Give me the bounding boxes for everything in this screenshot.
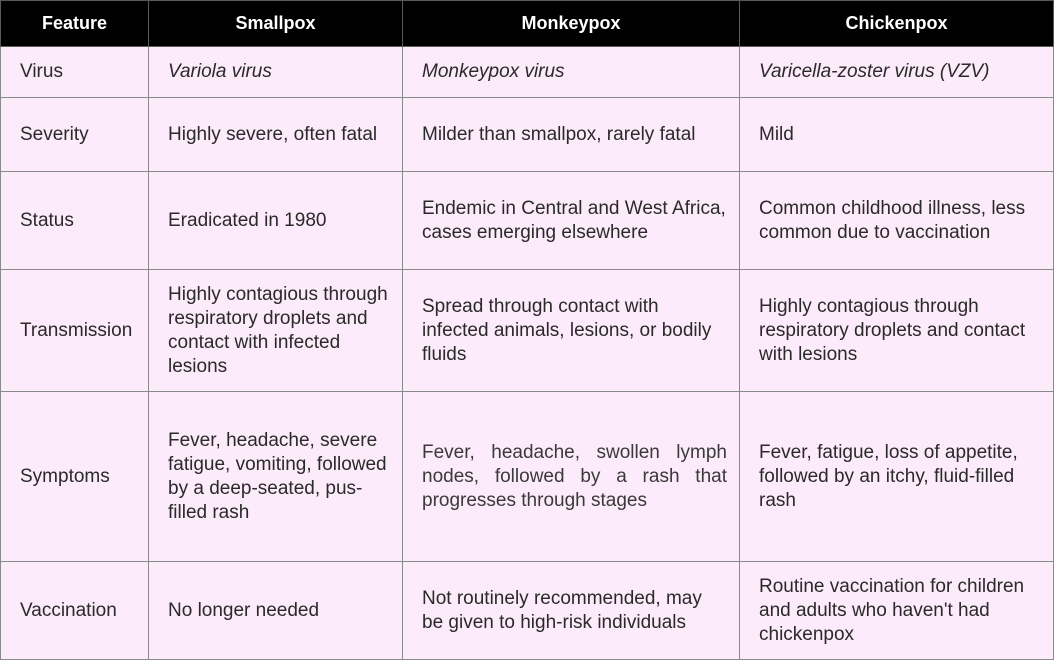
table-row-severity <box>1 98 1054 172</box>
header-row <box>1 1 1054 47</box>
smallpox-cell: Fever, headache, severe fatigue, vomiting, followed by a deep-seated, pus-filled rash <box>149 392 403 562</box>
monkeypox-cell: Endemic in Central and West Africa, cases emerging elsewhere <box>403 172 740 270</box>
header-feature: Feature <box>1 1 149 47</box>
table-header <box>1 1 1054 47</box>
feature-cell: Virus <box>1 47 149 98</box>
smallpox-cell: Eradicated in 1980 <box>149 172 403 270</box>
monkeypox-cell: Milder than smallpox, rarely fatal <box>403 98 740 172</box>
feature-cell: Symptoms <box>1 392 149 562</box>
header-chickenpox: Chickenpox <box>740 1 1054 47</box>
monkeypox-cell: Not routinely recommended, may be given to high-risk individuals <box>403 562 740 660</box>
table-body <box>1 47 1054 660</box>
table-row-virus <box>1 47 1054 98</box>
table-row-status <box>1 172 1054 270</box>
feature-cell: Transmission <box>1 270 149 392</box>
smallpox-cell: Highly contagious through respiratory droplets and contact with infected lesions <box>149 270 403 392</box>
smallpox-cell: No longer needed <box>149 562 403 660</box>
table-row-transmission <box>1 270 1054 392</box>
monkeypox-cell: Spread through contact with infected animals, lesions, or bodily fluids <box>403 270 740 392</box>
table-row-symptoms <box>1 392 1054 562</box>
feature-cell: Severity <box>1 98 149 172</box>
feature-cell: Status <box>1 172 149 270</box>
chickenpox-cell: Fever, fatigue, loss of appetite, followed by an itchy, fluid-filled rash <box>740 392 1054 562</box>
smallpox-cell: Variola virus <box>149 47 403 98</box>
chickenpox-cell: Varicella-zoster virus (VZV) <box>740 47 1054 98</box>
monkeypox-cell: Monkeypox virus <box>403 47 740 98</box>
chickenpox-cell: Mild <box>740 98 1054 172</box>
chickenpox-cell: Highly contagious through respiratory droplets and contact with lesions <box>740 270 1054 392</box>
chickenpox-cell: Common childhood illness, less common due to vaccination <box>740 172 1054 270</box>
table-row-vaccination <box>1 562 1054 660</box>
monkeypox-cell: Fever, headache, swollen lymph nodes, followed by a rash that progresses through stages <box>403 392 740 562</box>
chickenpox-cell: Routine vaccination for children and adults who haven't had chickenpox <box>740 562 1054 660</box>
feature-cell: Vaccination <box>1 562 149 660</box>
header-monkeypox: Monkeypox <box>403 1 740 47</box>
header-smallpox: Smallpox <box>149 1 403 47</box>
smallpox-cell: Highly severe, often fatal <box>149 98 403 172</box>
